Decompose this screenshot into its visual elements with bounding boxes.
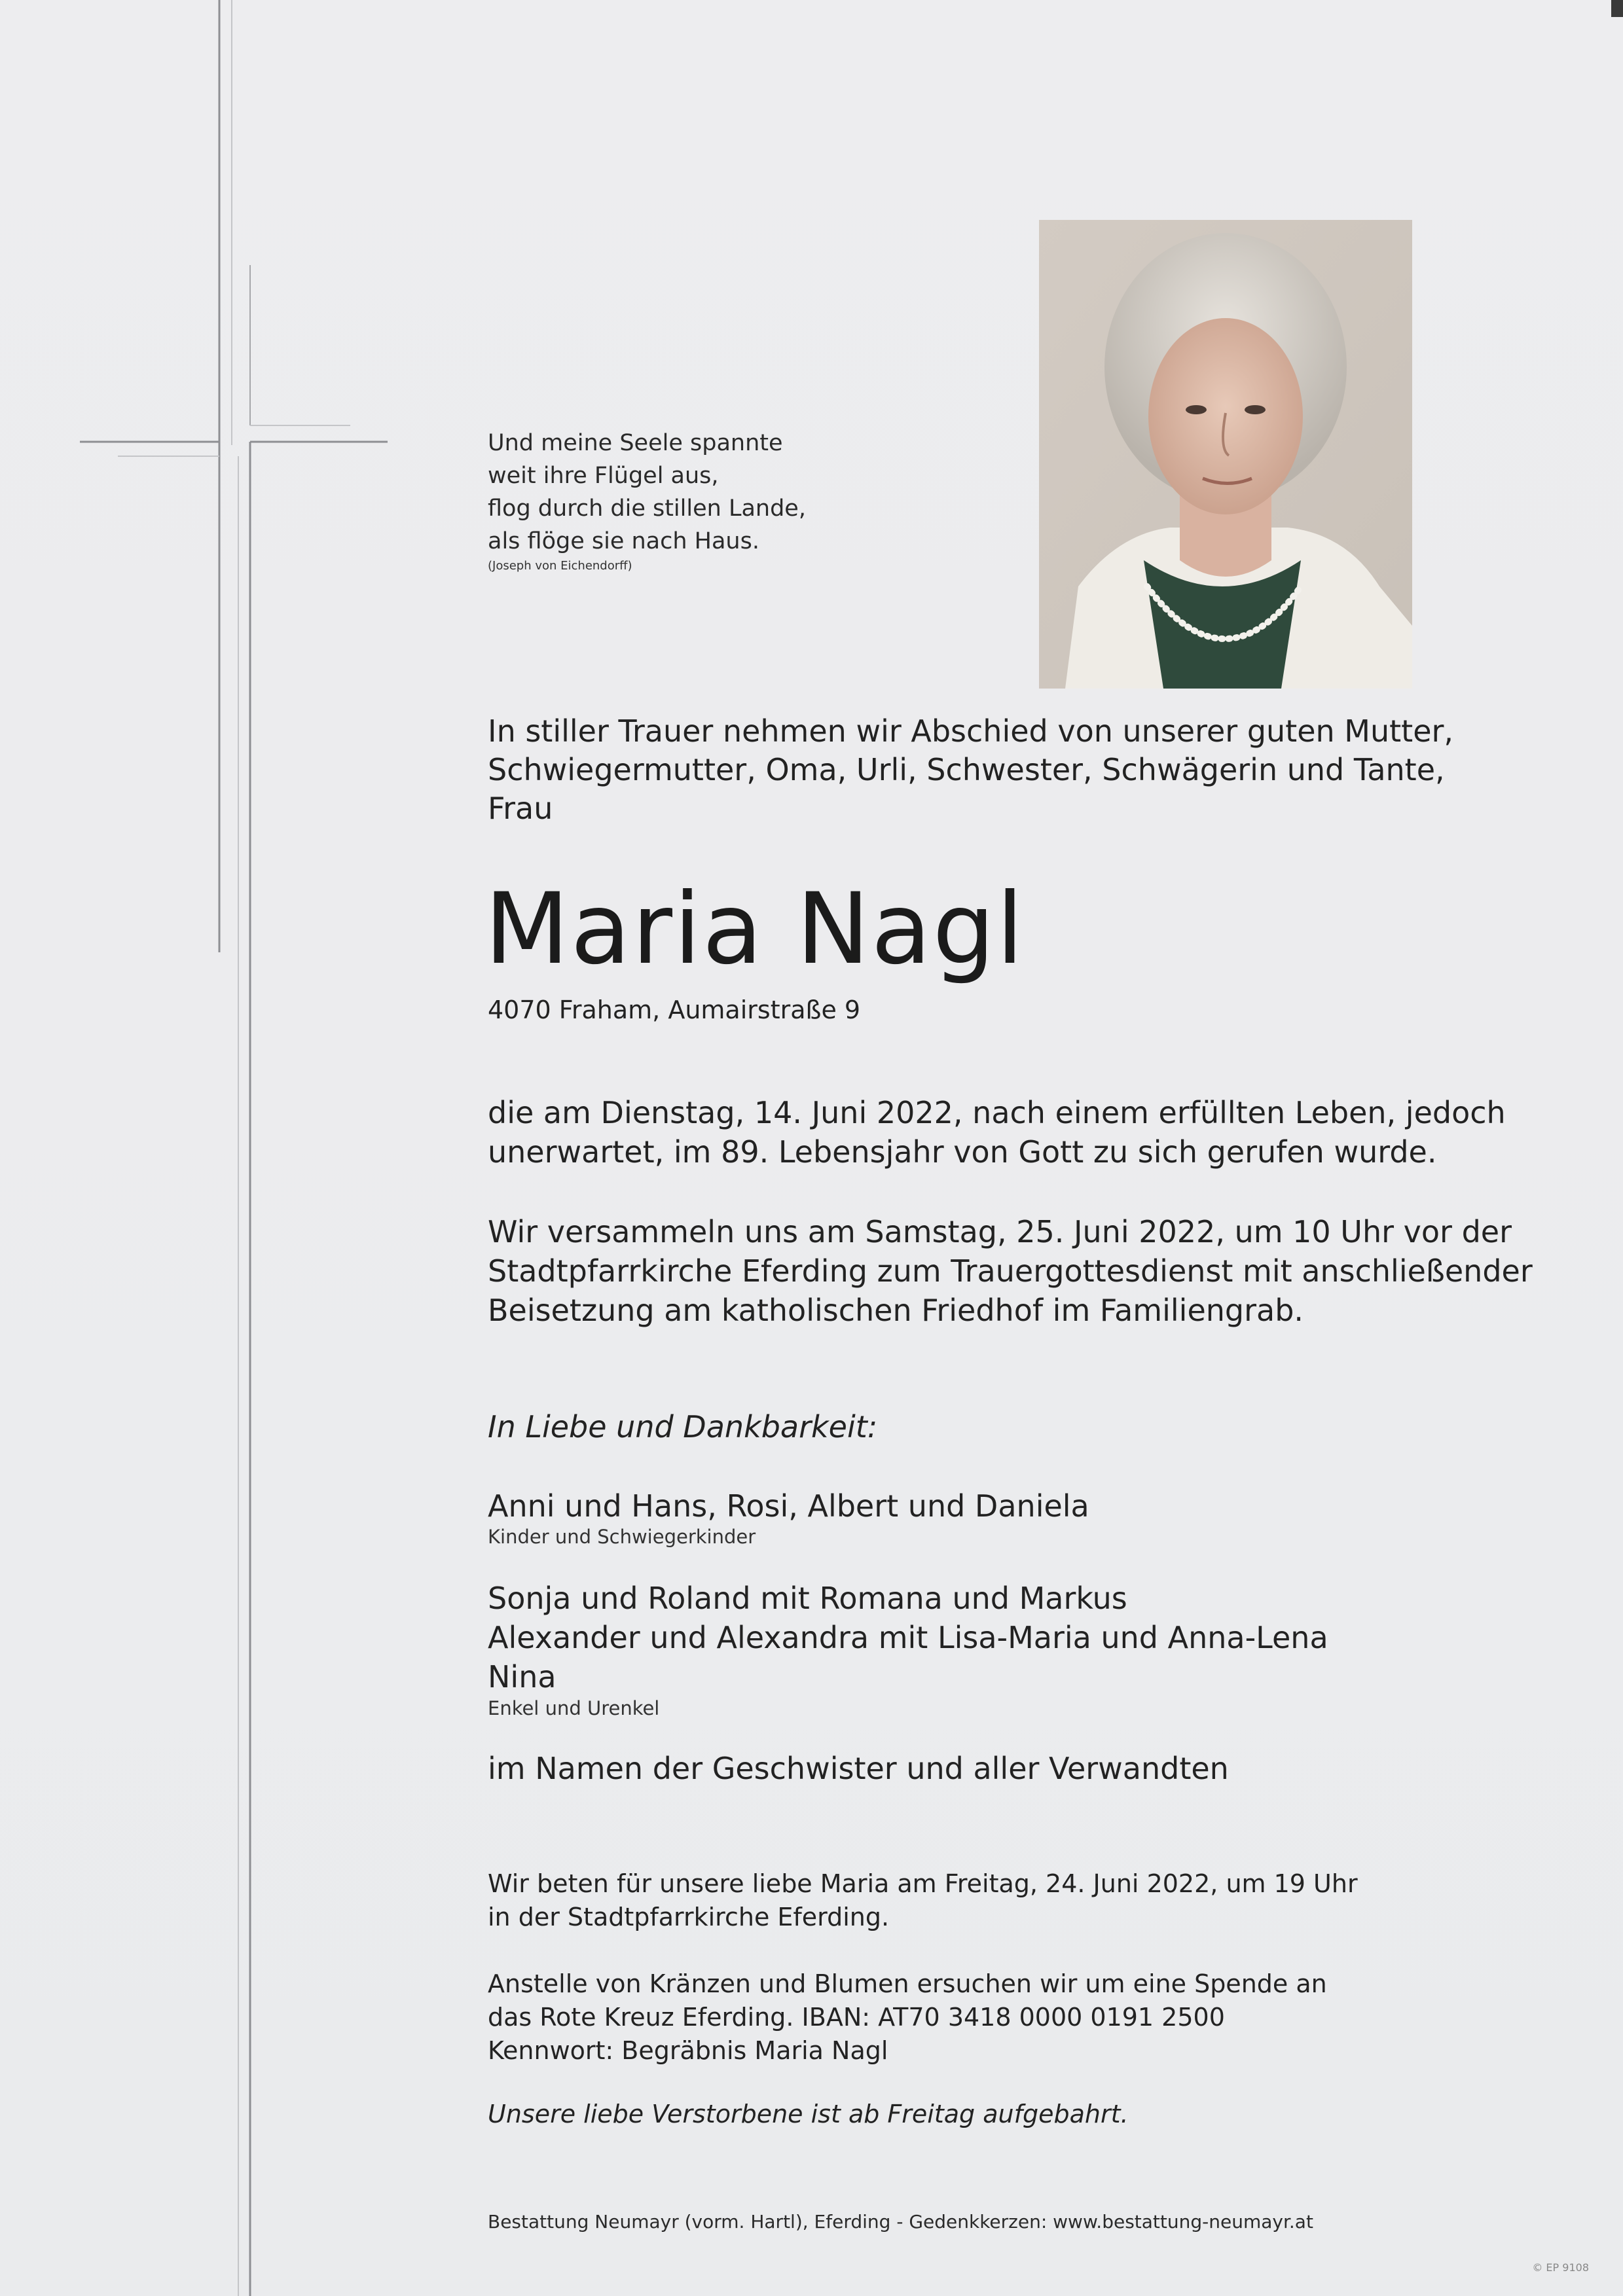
grandchildren-line: Alexander und Alexandra mit Lisa-Maria und Anna-Lena	[488, 1620, 1328, 1655]
corner-mark	[1611, 0, 1623, 17]
donation-line: Anstelle von Kränzen und Blumen ersuchen wir um eine Spende an	[488, 1969, 1327, 1998]
death-notice	[488, 1093, 1506, 1172]
death-notice-line: unerwartet, im 89. Lebensjahr von Gott zu sich gerufen wurde.	[488, 1134, 1437, 1170]
intro-line: Frau	[488, 791, 553, 826]
funeral-line: Beisetzung am katholischen Friedhof im Familiengrab.	[488, 1293, 1304, 1328]
poem-line: als flöge sie nach Haus.	[488, 528, 759, 554]
children-block	[488, 1487, 1089, 1549]
funeral-home-footer: Bestattung Neumayr (vorm. Hartl), Eferding - Gedenkkerzen: www.bestattung-neumayr.at	[488, 2211, 1313, 2233]
mourners-heading: In Liebe und Dankbarkeit:	[488, 1409, 878, 1444]
portrait-image	[1039, 220, 1412, 689]
deceased-name: Maria Nagl	[484, 872, 1025, 986]
grandchildren-label: Enkel und Urenkel	[488, 1697, 660, 1719]
prayer-line: Wir beten für unsere liebe Maria am Freitag, 24. Juni 2022, um 19 Uhr	[488, 1869, 1358, 1898]
poem-line: flog durch die stillen Lande,	[488, 495, 806, 522]
poem	[488, 427, 806, 575]
grandchildren-block	[488, 1579, 1328, 1720]
deceased-address: 4070 Fraham, Aumairstraße 9	[488, 996, 861, 1024]
children-label: Kinder und Schwiegerkinder	[488, 1526, 756, 1548]
funeral-info	[488, 1212, 1533, 1330]
print-code: © EP 9108	[1532, 2261, 1589, 2274]
grandchildren-line: Sonja und Roland mit Romana und Markus	[488, 1581, 1127, 1616]
donation-line: Kennwort: Begräbnis Maria Nagl	[488, 2036, 888, 2065]
relatives-line: im Namen der Geschwister und aller Verwandten	[488, 1751, 1229, 1786]
portrait-photo	[1039, 220, 1412, 689]
grandchildren-line: Nina	[488, 1659, 556, 1695]
intro-line: In stiller Trauer nehmen wir Abschied von unserer guten Mutter,	[488, 713, 1454, 749]
intro-text	[488, 712, 1453, 828]
prayer-line: in der Stadtpfarrkirche Eferding.	[488, 1903, 890, 1931]
intro-line: Schwiegermutter, Oma, Urli, Schwester, Schwägerin und Tante,	[488, 752, 1445, 787]
children-names: Anni und Hans, Rosi, Albert und Daniela	[488, 1488, 1089, 1524]
donation-info	[488, 1967, 1327, 2068]
poem-line: Und meine Seele spannte	[488, 430, 783, 456]
prayer-info	[488, 1867, 1358, 1934]
funeral-line: Wir versammeln uns am Samstag, 25. Juni 2022, um 10 Uhr vor der	[488, 1214, 1512, 1249]
poem-author: (Joseph von Eichendorff)	[488, 559, 632, 573]
death-notice-line: die am Dienstag, 14. Juni 2022, nach einem erfüllten Leben, jedoch	[488, 1095, 1506, 1130]
laid-out-notice: Unsere liebe Verstorbene ist ab Freitag aufgebahrt.	[488, 2100, 1129, 2128]
funeral-line: Stadtpfarrkirche Eferding zum Trauergottesdienst mit anschließender	[488, 1253, 1533, 1289]
poem-line: weit ihre Flügel aus,	[488, 463, 719, 489]
donation-line: das Rote Kreuz Eferding. IBAN: AT70 3418 0000 0191 2500	[488, 2003, 1225, 2032]
cross-ornament	[0, 0, 458, 2296]
